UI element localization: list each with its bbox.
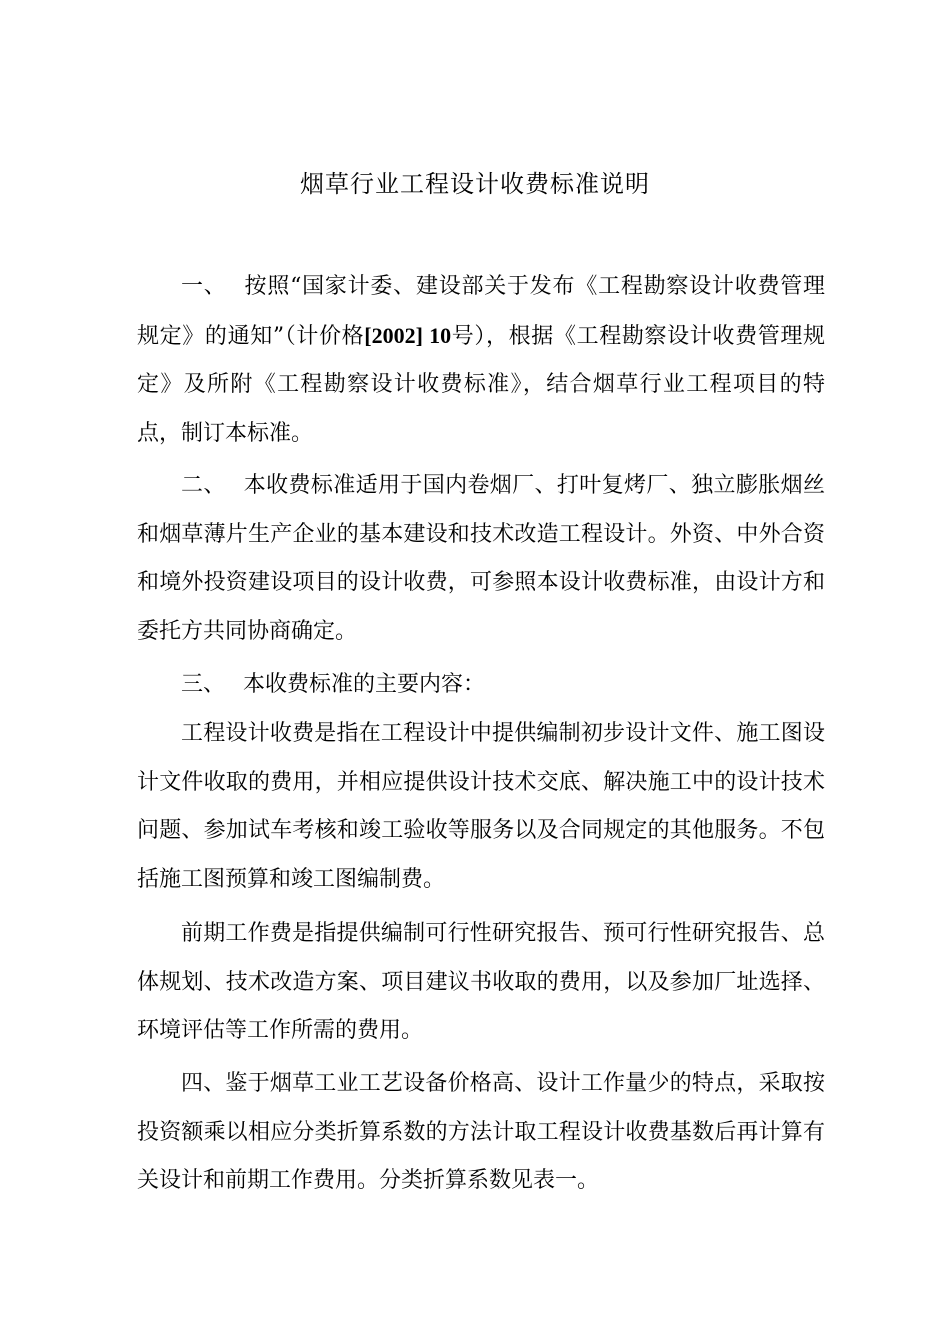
- paragraph-3: [137, 661, 825, 710]
- paragraph-1-text-b: 号），根据《工程勘察设计收费管理规定》及所附《工程勘察设计收费标准》，结合烟草行业工程项目的特点，制订本标准。: [137, 323, 825, 446]
- paragraph-design-fee-text: 工程设计收费是指在工程设计中提供编制初步设计文件、施工图设计文件收取的费用，并相应提供设计技术交底、解决施工中的设计技术问题、参加试车考核和竣工验收等服务以及合同规定的其他服务。不包括施工图预算和竣工图编制费。: [137, 721, 825, 892]
- paragraph-1: [137, 263, 825, 458]
- paragraph-4-text: 四、鉴于烟草工业工艺设备价格高、设计工作量少的特点，采取按投资额乘以相应分类折算系数的方法计取工程设计收费基数后再计算有关设计和前期工作费用。分类折算系数见表一。: [137, 1071, 825, 1194]
- paragraph-preliminary-fee: [137, 910, 825, 1056]
- paragraph-1-number: 一、: [181, 274, 227, 299]
- paragraph-2-text: 本收费标准适用于国内卷烟厂、打叶复烤厂、独立膨胀烟丝和烟草薄片生产企业的基本建设和技术改造工程设计。外资、中外合资和境外投资建设项目的设计收费，可参照本设计收费标准，由设计方和委托方共同协商确定。: [137, 473, 825, 644]
- paragraph-3-number: 三、: [181, 672, 226, 697]
- paragraph-4: [137, 1060, 825, 1206]
- paragraph-2-number: 二、: [181, 473, 226, 498]
- paragraph-3-text: 本收费标准的主要内容：: [243, 672, 486, 697]
- document-title: 烟草行业工程设计收费标准说明: [300, 170, 650, 198]
- paragraph-design-fee: [137, 710, 825, 904]
- paragraph-preliminary-fee-text: 前期工作费是指提供编制可行性研究报告、预可行性研究报告、总体规划、技术改造方案、项目建议书收取的费用，以及参加厂址选择、环境评估等工作所需的费用。: [137, 921, 825, 1044]
- paragraph-1-text-a: 按照“国家计委、建设部关于发布《工程勘察设计收费管理规定》的通知”（计价格: [137, 274, 825, 349]
- paragraph-2: [137, 462, 825, 656]
- paragraph-1-doc-number: [2002] 10: [364, 322, 452, 348]
